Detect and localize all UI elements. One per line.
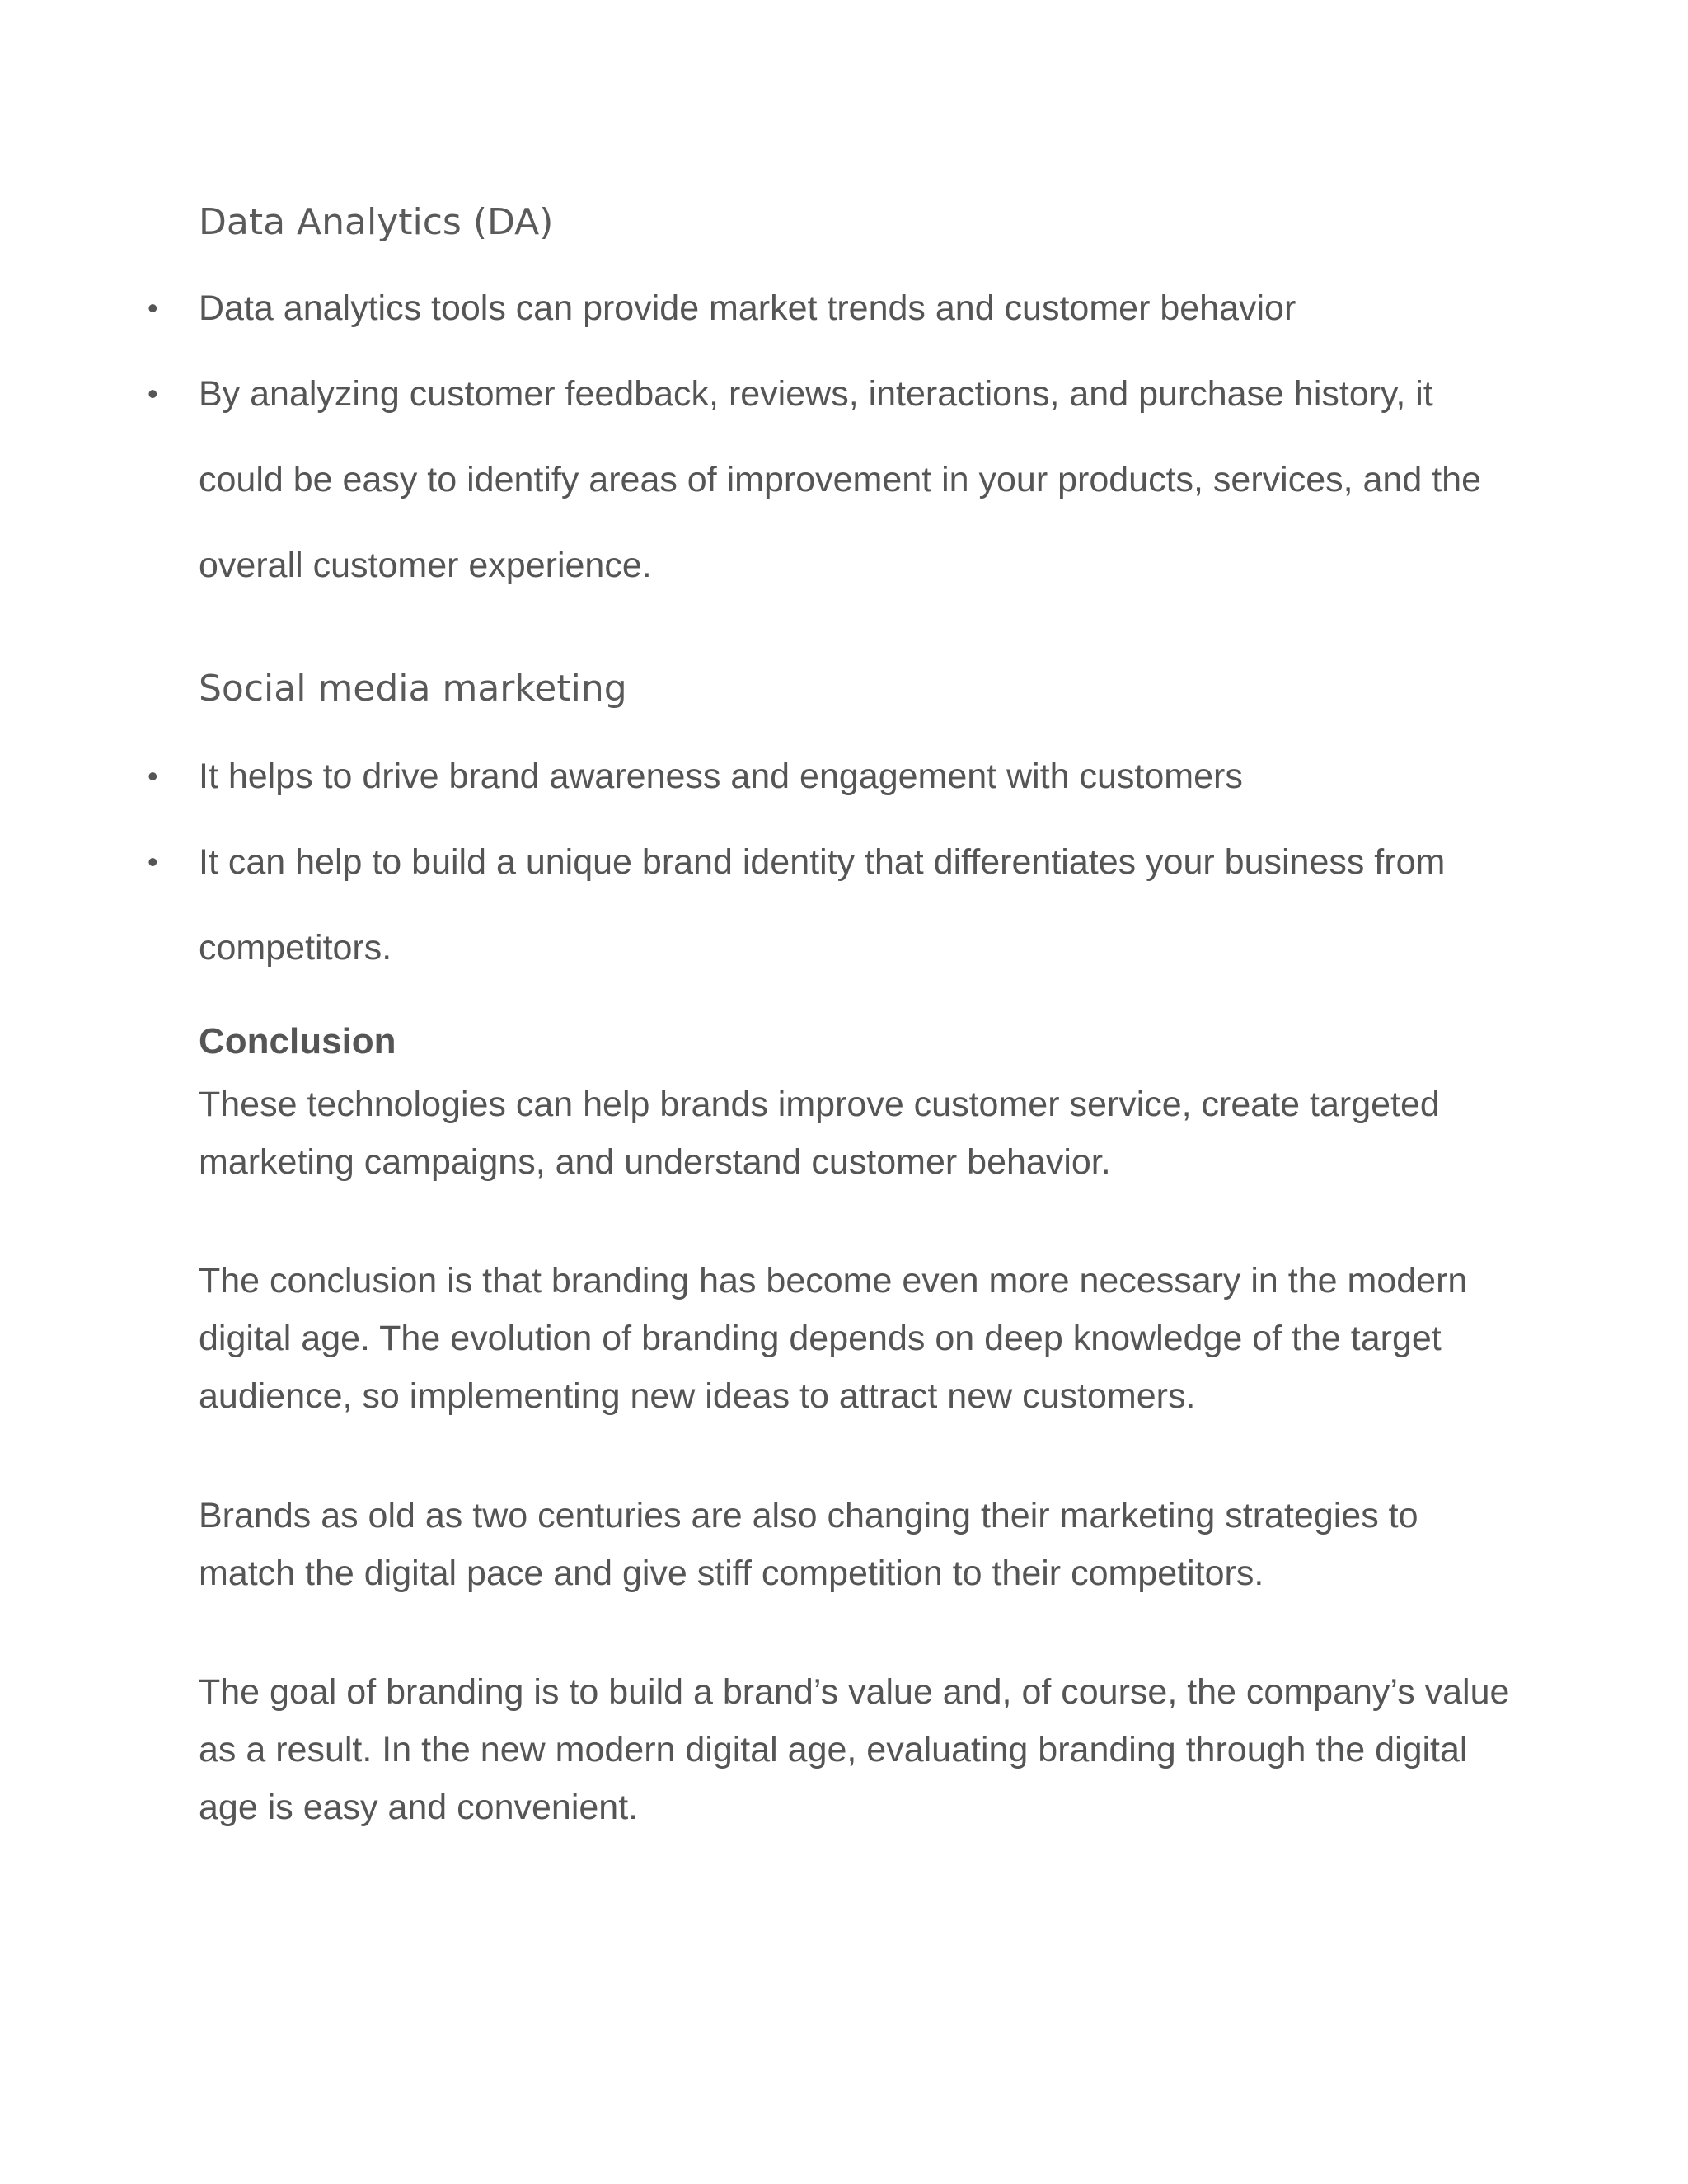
section-heading-social-media-marketing: Social media marketing	[199, 668, 627, 710]
list-item-text: By analyzing customer feedback, reviews, interactions, and purchase history, it could be easy to identify areas of improvement in your products, services, and the overall customer experience.	[199, 374, 1481, 585]
bullet-icon: •	[148, 291, 158, 325]
bullet-icon: •	[148, 759, 158, 793]
list-item	[148, 733, 1509, 819]
list-item	[148, 265, 1509, 351]
list-item-text: Data analytics tools can provide market trends and customer behavior	[199, 288, 1296, 328]
section-heading-conclusion: Conclusion	[199, 1021, 396, 1062]
list-item-text: It can help to build a unique brand identity that differentiates your business from competitors.	[199, 842, 1446, 968]
conclusion-paragraph: The conclusion is that branding has become even more necessary in the modern digital age. The evolution of branding depends on deep knowledge of the target audience, so implementing new ideas to attract new customers.	[199, 1261, 1468, 1416]
bullet-list-social-media-marketing	[148, 733, 1509, 991]
list-item-text: It helps to drive brand awareness and engagement with customers	[199, 757, 1243, 796]
conclusion-paragraph: These technologies can help brands improve customer service, create targeted marketing campaigns, and understand customer behavior.	[199, 1085, 1440, 1182]
section-heading-data-analytics: Data Analytics (DA)	[199, 201, 554, 243]
conclusion-paragraph: The goal of branding is to build a brand’s value and, of course, the company’s value as a result. In the new modern digital age, evaluating branding through the digital age is easy and convenient.	[199, 1672, 1510, 1827]
list-item	[148, 351, 1509, 608]
list-item	[148, 819, 1509, 991]
bullet-icon: •	[148, 377, 158, 410]
bullet-icon: •	[148, 845, 158, 879]
conclusion-paragraph: Brands as old as two centuries are also changing their marketing strategies to match the digital pace and give stiff competition to their competitors.	[199, 1496, 1418, 1593]
bullet-list-data-analytics	[148, 265, 1509, 608]
